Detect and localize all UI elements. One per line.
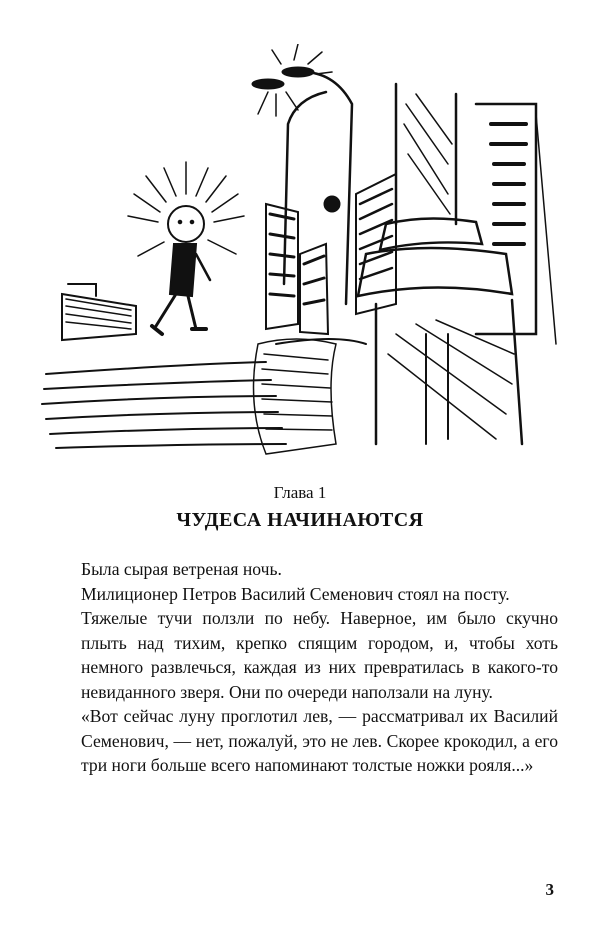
page-number: 3 (545, 880, 554, 899)
chapter-title: ЧУДЕСА НАЧИНАЮТСЯ (176, 509, 424, 531)
paragraph: Милиционер Петров Василий Семенович стоял на посту. (81, 583, 510, 604)
chapter-body (81, 557, 558, 778)
chapter-label: Глава 1 (273, 483, 327, 502)
paragraph: «Вот сейчас луну проглотил лев, — рассматривал их Василий Семенович, — нет, пожалуй, это не лев. Скорее крокодил, а его три ноги больше всего напоминают толстые ножки рояля...» (81, 706, 558, 775)
chapter-illustration (36, 44, 562, 464)
paragraph: Была сырая ветреная ночь. (81, 559, 282, 579)
paragraph: Тяжелые тучи ползли по небу. Наверное, им было скучно плыть над тихим, крепко спящим городом, и, чтобы хоть немного развлечься, каждая из них превратилась в какого-то невиданного зверя. Они по очереди наползали на луну. (81, 608, 558, 702)
street-night-scene-icon (36, 44, 562, 464)
